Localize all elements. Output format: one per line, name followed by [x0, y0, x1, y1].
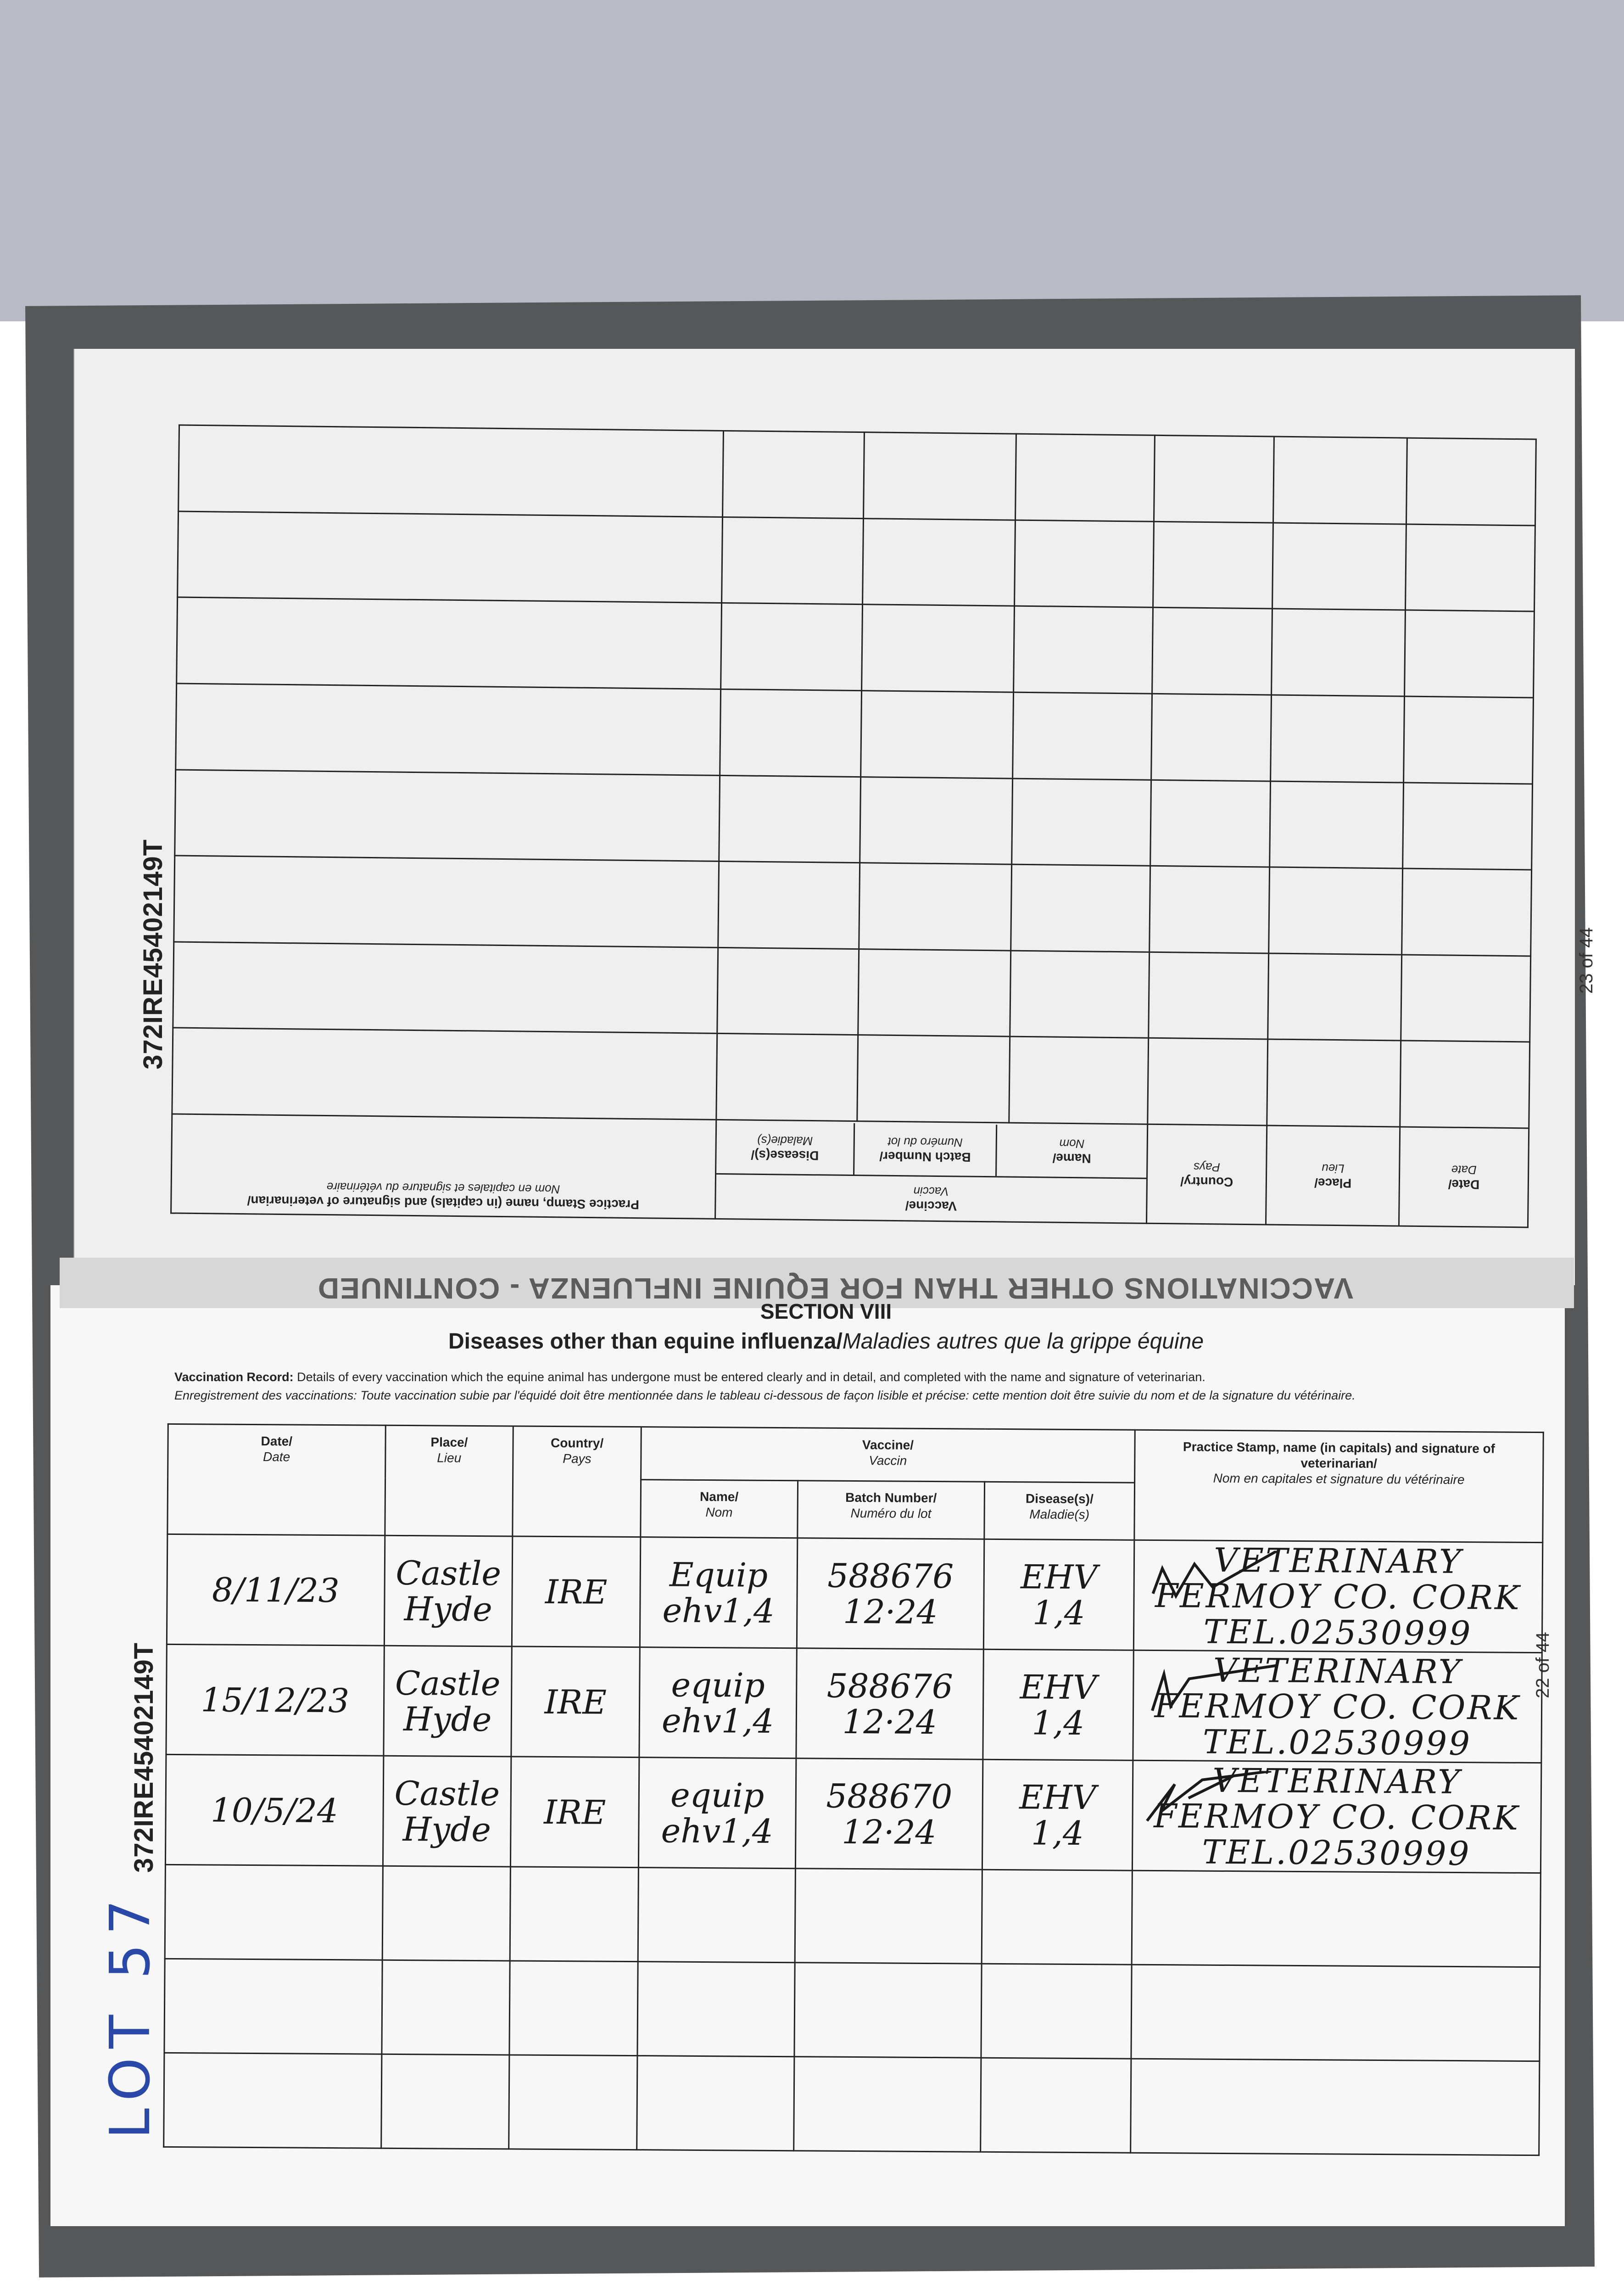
cell-date: 15/12/23 — [166, 1644, 384, 1756]
cell-batch: 588670 12·24 — [795, 1758, 983, 1870]
vet-signature — [1142, 1770, 1280, 1826]
lot-annotation: LOT 57 — [99, 1890, 162, 2139]
col-place: Place/ Lieu — [1266, 1125, 1400, 1226]
cell-disease: EHV 1,4 — [983, 1649, 1133, 1760]
cell-place: Castle Hyde — [383, 1646, 512, 1757]
header-practice-stamp: Practice Stamp, name (in capitals) and signature of veterinarian/ Nom en capitales et signature du vétérinaire — [1134, 1430, 1544, 1542]
cell-practice-stamp: VETERINARY FERMOY CO. CORK TEL.02530999 — [1132, 1760, 1541, 1873]
cell-vaccine-name: equip ehv1,4 — [639, 1647, 797, 1758]
table-row — [164, 1959, 1540, 2061]
table-row — [165, 1864, 1540, 1967]
cell-country: IRE — [512, 1536, 641, 1647]
col-vaccine: Vaccine/ Vaccin Name/ Nom Batch Number/ Numéro du lot Disease(s)/ Maladie(s) — [715, 1120, 1148, 1223]
cell-place: Castle Hyde — [383, 1756, 511, 1867]
cell-practice-stamp: VETERINARY FERMOY CO. CORK TEL.02530999 — [1133, 1650, 1542, 1763]
cell-batch: 588676 12·24 — [797, 1538, 984, 1649]
vaccination-table — [163, 1423, 1544, 2152]
col-disease: Disease(s)/ Maladie(s) — [751, 1134, 819, 1163]
header-disease: Disease(s)/ Maladie(s) — [984, 1482, 1134, 1540]
cell-date: 8/11/23 — [167, 1534, 385, 1646]
scan-background — [0, 0, 1624, 321]
table-row — [165, 1754, 1541, 1873]
table-row — [167, 1534, 1542, 1652]
cell-date: 10/5/24 — [165, 1754, 383, 1866]
header-batch: Batch Number/ Numéro du lot — [797, 1481, 984, 1539]
vaccination-record-fr: Enregistrement des vaccinations: Toute vaccination subie par l'équidé doit être mentionnée dans le tableau ci-dessous de façon lisible et précise: cette mention doit être suivie du nom et de la signature du vétérinaire. — [174, 1388, 1356, 1402]
cell-vaccine-name: Equip ehv1,4 — [640, 1537, 797, 1648]
col-name: Name/ Nom — [995, 1125, 1147, 1177]
diseases-title: Diseases other than equine influenza/Maladies autres que la grippe équine — [448, 1329, 1204, 1354]
cell-vaccine-name: equip ehv1,4 — [638, 1758, 796, 1869]
document-id-top: 372IRE45402149T — [138, 839, 168, 1069]
vaccination-record-en: Vaccination Record: Details of every vaccination which the equine animal has undergone must be entered clearly and in detail, and completed with the name and signature of veterinarian. — [174, 1370, 1205, 1384]
header-place: Place/ Lieu — [385, 1425, 513, 1536]
header-name: Name/ Nom — [641, 1480, 798, 1538]
page-number-bottom: 22 of 44 — [1533, 1632, 1553, 1698]
col-practice-stamp: Practice Stamp, name (in capitals) and signature of veterinarian/ Nom en capitales et signature du vétérinaire — [171, 1114, 716, 1219]
document-id-bottom: 372IRE45402149T — [129, 1642, 159, 1873]
cell-place: Castle Hyde — [384, 1535, 513, 1646]
col-date: Date/ Date — [1399, 1127, 1529, 1227]
cell-country: IRE — [511, 1757, 639, 1868]
table-row — [166, 1644, 1542, 1763]
vet-signature — [1143, 1660, 1281, 1716]
cell-disease: EHV 1,4 — [984, 1539, 1134, 1650]
page-number-top: 23 of 44 — [1576, 927, 1596, 994]
table-row — [164, 2053, 1540, 2155]
header-vaccine: Vaccine/ Vaccin — [641, 1427, 1135, 1483]
cell-batch: 588676 12·24 — [796, 1648, 983, 1759]
col-batch: Batch Number/ Numéro du lot — [853, 1123, 996, 1176]
vet-signature — [1144, 1550, 1282, 1606]
running-header-continued: VACCINATIONS OTHER THAN FOR EQUINE INFLUENZA - CONTINUED — [317, 1272, 1354, 1305]
top-vaccination-table — [170, 425, 1537, 1228]
header-country: Country/ Pays — [513, 1426, 641, 1537]
section-title: SECTION VIII — [760, 1299, 892, 1323]
cell-country: IRE — [511, 1646, 640, 1758]
cell-practice-stamp: VETERINARY FERMOY CO. CORK TEL.02530999 — [1133, 1540, 1543, 1652]
col-country: Country/ Pays — [1147, 1124, 1267, 1225]
cell-disease: EHV 1,4 — [982, 1759, 1133, 1870]
header-date: Date/ Date — [167, 1424, 385, 1535]
